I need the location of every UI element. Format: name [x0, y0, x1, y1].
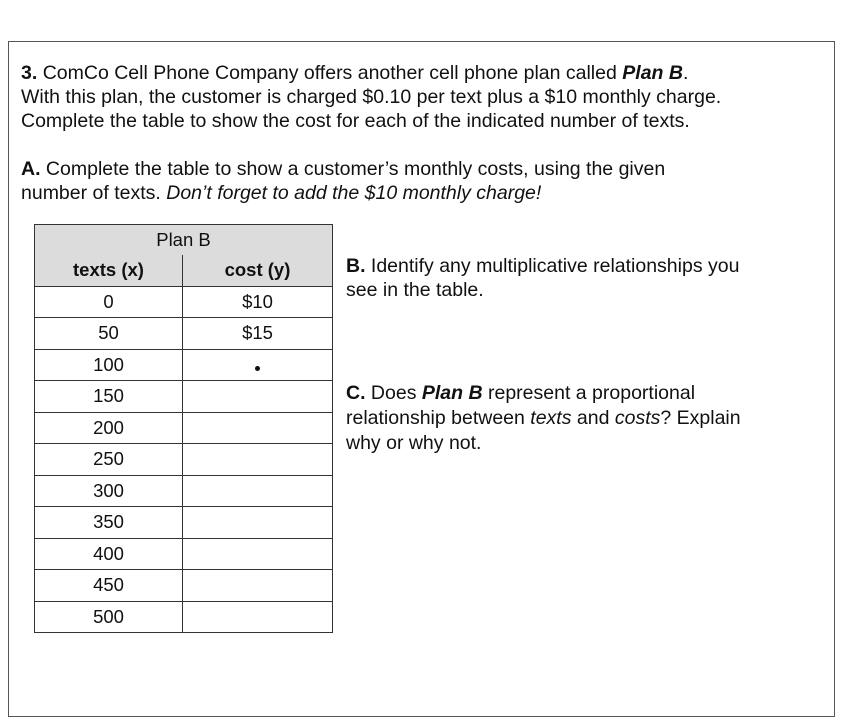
problem-line-1	[21, 61, 688, 85]
costs-word: costs	[614, 407, 661, 429]
texts-cell: 400	[35, 538, 183, 570]
cost-cell[interactable]	[183, 475, 333, 507]
part-a-label: A.	[21, 158, 41, 180]
texts-cell: 300	[35, 475, 183, 507]
table-row	[35, 507, 333, 539]
col-header-cost: cost (y)	[183, 255, 333, 287]
cost-cell[interactable]: $10	[183, 286, 333, 318]
problem-line-2: With this plan, the customer is charged $0.10 per text plus a $10 monthly charge.	[21, 86, 722, 108]
cost-cell[interactable]	[183, 349, 333, 381]
part-c-text-pre: Does	[370, 382, 417, 404]
table-row	[35, 412, 333, 444]
table-row	[35, 601, 333, 633]
cost-cell[interactable]	[183, 570, 333, 602]
part-c-text-3: ? Explain	[660, 407, 741, 429]
cost-cell[interactable]	[183, 601, 333, 633]
table-caption: Plan B	[35, 225, 333, 255]
cost-cell[interactable]	[183, 444, 333, 476]
part-c-line-2	[346, 406, 741, 430]
table-row	[35, 381, 333, 413]
cost-cell[interactable]: $15	[183, 318, 333, 350]
problem-number: 3.	[21, 62, 38, 84]
table-row	[35, 286, 333, 318]
table-row	[35, 318, 333, 350]
part-c-line-3: why or why not.	[346, 432, 482, 454]
table-row	[35, 570, 333, 602]
period: .	[682, 62, 689, 84]
cost-cell[interactable]	[183, 538, 333, 570]
cost-cell[interactable]	[183, 412, 333, 444]
table-row	[35, 444, 333, 476]
texts-cell: 350	[35, 507, 183, 539]
texts-cell: 50	[35, 318, 183, 350]
part-c-line-1	[346, 381, 695, 405]
dot-mark	[255, 366, 260, 371]
part-b-line-2: see in the table.	[346, 279, 484, 301]
problem-intro: ComCo Cell Phone Company offers another cell phone plan called	[42, 62, 617, 84]
table-row	[35, 538, 333, 570]
cost-cell[interactable]	[183, 507, 333, 539]
texts-cell: 200	[35, 412, 183, 444]
texts-cell: 0	[35, 286, 183, 318]
texts-cell: 500	[35, 601, 183, 633]
part-c-plan-name: Plan B	[421, 382, 483, 404]
part-c-text-post: represent a proportional	[487, 382, 696, 404]
part-b-text: Identify any multiplicative relationships you	[370, 255, 740, 277]
table-row	[35, 349, 333, 381]
and-word: and	[576, 407, 610, 429]
part-a-reminder: Don’t forget to add the $10 monthly charge!	[166, 182, 542, 204]
texts-cell: 250	[35, 444, 183, 476]
texts-cell: 100	[35, 349, 183, 381]
part-b-label: B.	[346, 255, 366, 277]
texts-cell: 450	[35, 570, 183, 602]
part-c-label: C.	[346, 382, 366, 404]
plan-name: Plan B	[622, 62, 683, 84]
texts-word: texts	[530, 407, 572, 429]
col-header-texts: texts (x)	[35, 255, 183, 287]
cost-cell[interactable]	[183, 381, 333, 413]
problem-line-3: Complete the table to show the cost for each of the indicated number of texts.	[21, 110, 690, 132]
part-a-text-2: number of texts.	[21, 182, 161, 204]
table-row	[35, 475, 333, 507]
plan-b-table	[34, 224, 333, 633]
part-c-text-2: relationship between	[346, 407, 525, 429]
texts-cell: 150	[35, 381, 183, 413]
part-b-line-1	[346, 254, 739, 278]
part-a-text: Complete the table to show a customer’s monthly costs, using the given	[45, 158, 666, 180]
part-a-line-2	[21, 181, 541, 205]
part-a-line-1	[21, 157, 665, 181]
